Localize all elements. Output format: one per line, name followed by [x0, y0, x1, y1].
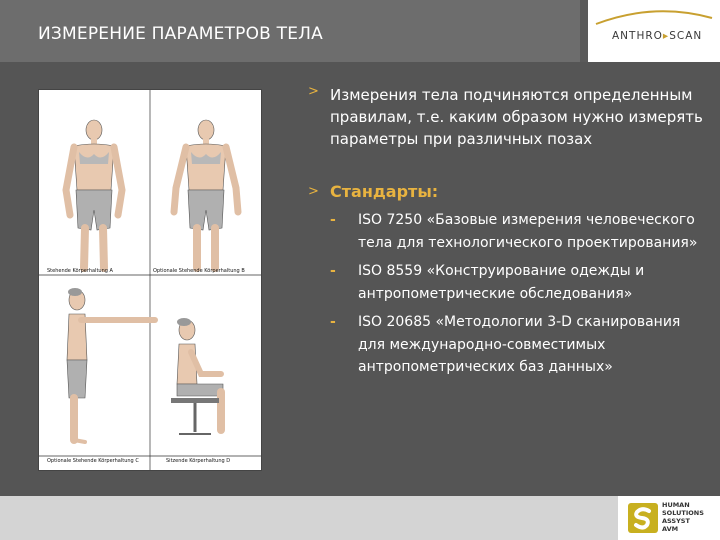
caption-figure-a: Stehende Körperhaltung A — [47, 268, 113, 274]
chevron-icon: > — [308, 184, 319, 199]
standards-title: Стандарты: — [330, 182, 439, 201]
anthroscan-wordmark: ANTHRO▸SCAN — [612, 30, 703, 42]
standards-list — [308, 209, 703, 379]
list-item — [330, 209, 703, 254]
caption-figure-b: Optionale Stehende Körperhaltung B — [153, 268, 245, 274]
figure-standing-b — [174, 120, 238, 268]
intro-bullet — [308, 84, 703, 150]
dash-icon: - — [330, 263, 336, 279]
chevron-icon: > — [308, 84, 319, 99]
title-band — [0, 0, 580, 62]
standards-bullet — [308, 182, 703, 201]
caption-figure-c: Optionale Stehende Körperhaltung C — [47, 458, 139, 464]
footer-bar — [0, 496, 720, 540]
standard-iso-7250: ISO 7250 «Базовые измерения человеческого тела для технологического проектирования» — [358, 212, 698, 251]
dash-icon: - — [330, 314, 336, 330]
standard-iso-20685: ISO 20685 «Методологии 3-D сканирования для международно-совместимых антропометрических баз данных» — [358, 314, 681, 375]
logo-swoosh-icon — [594, 8, 714, 28]
list-item — [330, 311, 703, 379]
posture-figures-panel — [38, 89, 262, 471]
human-solutions-logo-icon — [628, 503, 658, 533]
header-bar — [0, 0, 720, 62]
figure-standing-c — [67, 288, 155, 442]
intro-text: Измерения тела подчиняются определенным правилам, т.е. каким образом нужно измерять параметры при различных позах — [330, 86, 703, 148]
content-area — [308, 84, 703, 385]
figure-standing-a — [66, 120, 122, 268]
figure-sitting-d — [171, 318, 223, 434]
list-item — [330, 260, 703, 305]
standard-iso-8559: ISO 8559 «Конструирование одежды и антропометрические обследования» — [358, 263, 645, 302]
human-solutions-wordmark: HUMAN SOLUTIONS ASSYST AVM — [662, 501, 704, 533]
posture-illustrations — [39, 90, 261, 470]
caption-figure-d: Sitzende Körperhaltung D — [166, 458, 231, 464]
dash-icon: - — [330, 212, 336, 228]
page-title: ИЗМЕРЕНИЕ ПАРАМЕТРОВ ТЕЛА — [38, 24, 323, 44]
